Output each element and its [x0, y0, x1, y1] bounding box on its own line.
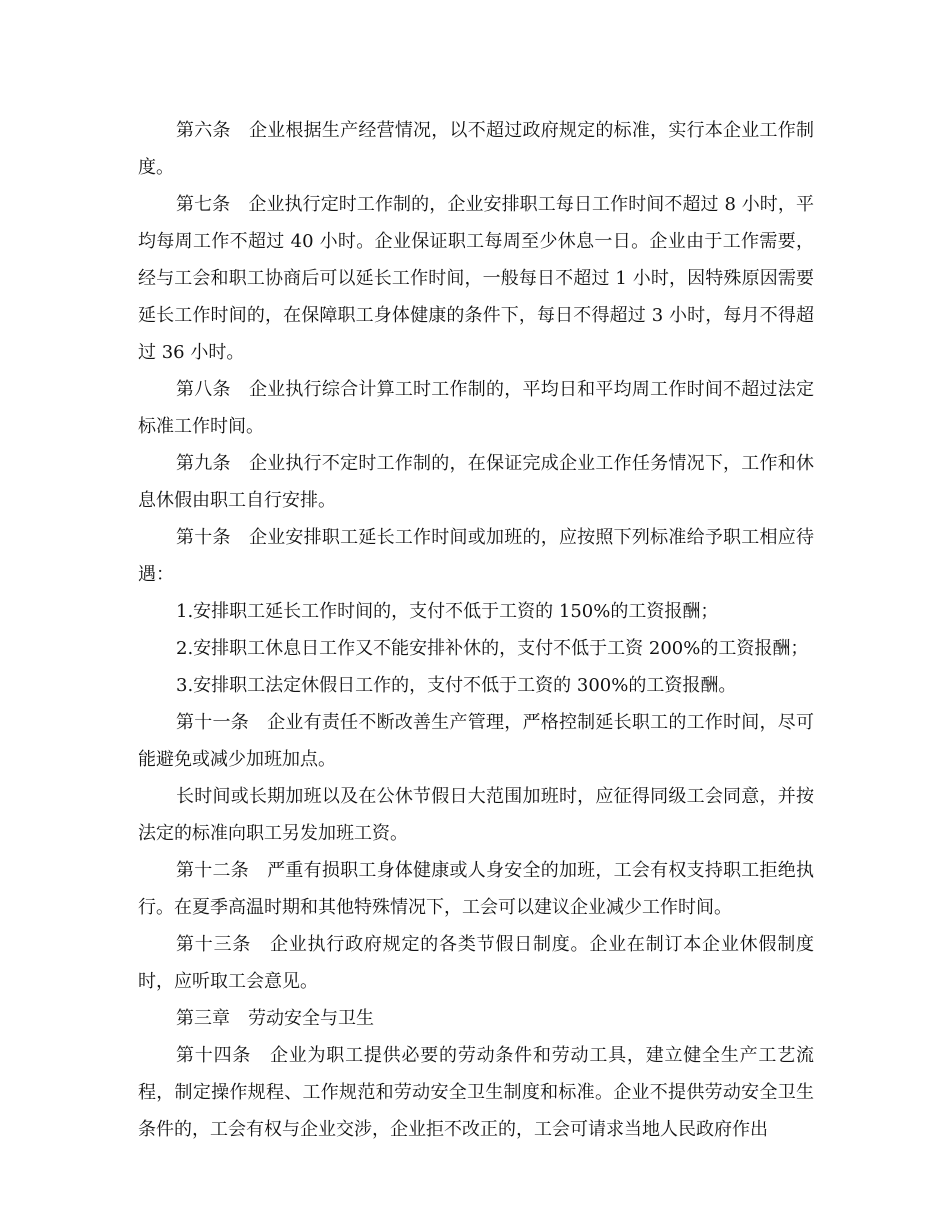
article-12-paragraph: 第十二条 严重有损职工身体健康或人身安全的加班，工会有权支持职工拒绝执行。在夏季高温时期和其他特殊情况下，工会可以建议企业减少工作时间。: [138, 860, 814, 918]
article-6-paragraph: 第六条 企业根据生产经营情况，以不超过政府规定的标准，实行本企业工作制度。: [138, 120, 814, 178]
list-item-1: 1.安排职工延长工作时间的，支付不低于工资的 150%的工资报酬；: [176, 601, 719, 622]
article-14-paragraph: 第十四条 企业为职工提供必要的劳动条件和劳动工具，建立健全生产工艺流程，制定操作规程、工作规范和劳动安全卫生制度和标准。企业不提供劳动安全卫生条件的，工会有权与企业交涉，企业拒不改正的，工会可请求当地人民政府作出: [138, 1045, 814, 1140]
overtime-paragraph: 长时间或长期加班以及在公休节假日大范围加班时，应征得同级工会同意，并按法定的标准向职工另发加班工资。: [138, 786, 814, 844]
article-10-paragraph: 第十条 企业安排职工延长工作时间或加班的，应按照下列标准给予职工相应待遇：: [138, 527, 814, 585]
list-item-3: 3.安排职工法定休假日工作的，支付不低于工资的 300%的工资报酬。: [176, 675, 737, 696]
article-9-paragraph: 第九条 企业执行不定时工作制的，在保证完成企业工作任务情况下，工作和休息休假由职工自行安排。: [138, 453, 814, 511]
chapter-3-heading: 第三章 劳动安全与卫生: [176, 1008, 374, 1029]
article-11-paragraph: 第十一条 企业有责任不断改善生产管理，严格控制延长职工的工作时间，尽可能避免或减少加班加点。: [138, 712, 814, 770]
document-body: [138, 112, 814, 1148]
article-13-paragraph: 第十三条 企业执行政府规定的各类节假日制度。企业在制订本企业休假制度时，应听取工会意见。: [138, 934, 814, 992]
article-7-paragraph: 第七条 企业执行定时工作制的，企业安排职工每日工作时间不超过 8 小时，平均每周工作不超过 40 小时。企业保证职工每周至少休息一日。企业由于工作需要，经与工会和职工协商后可以延长工作时间，一般每日不超过 1 小时，因特殊原因需要延长工作时间的，在保障职工身体健康的条件下，每日不得超过 3 小时，每月不得超过 36 小时。: [138, 194, 814, 363]
article-8-paragraph: 第八条 企业执行综合计算工时工作制的，平均日和平均周工作时间不超过法定标准工作时间。: [138, 379, 814, 437]
list-item-2: 2.安排职工休息日工作又不能安排补休的，支付不低于工资 200%的工资报酬；: [176, 638, 809, 659]
